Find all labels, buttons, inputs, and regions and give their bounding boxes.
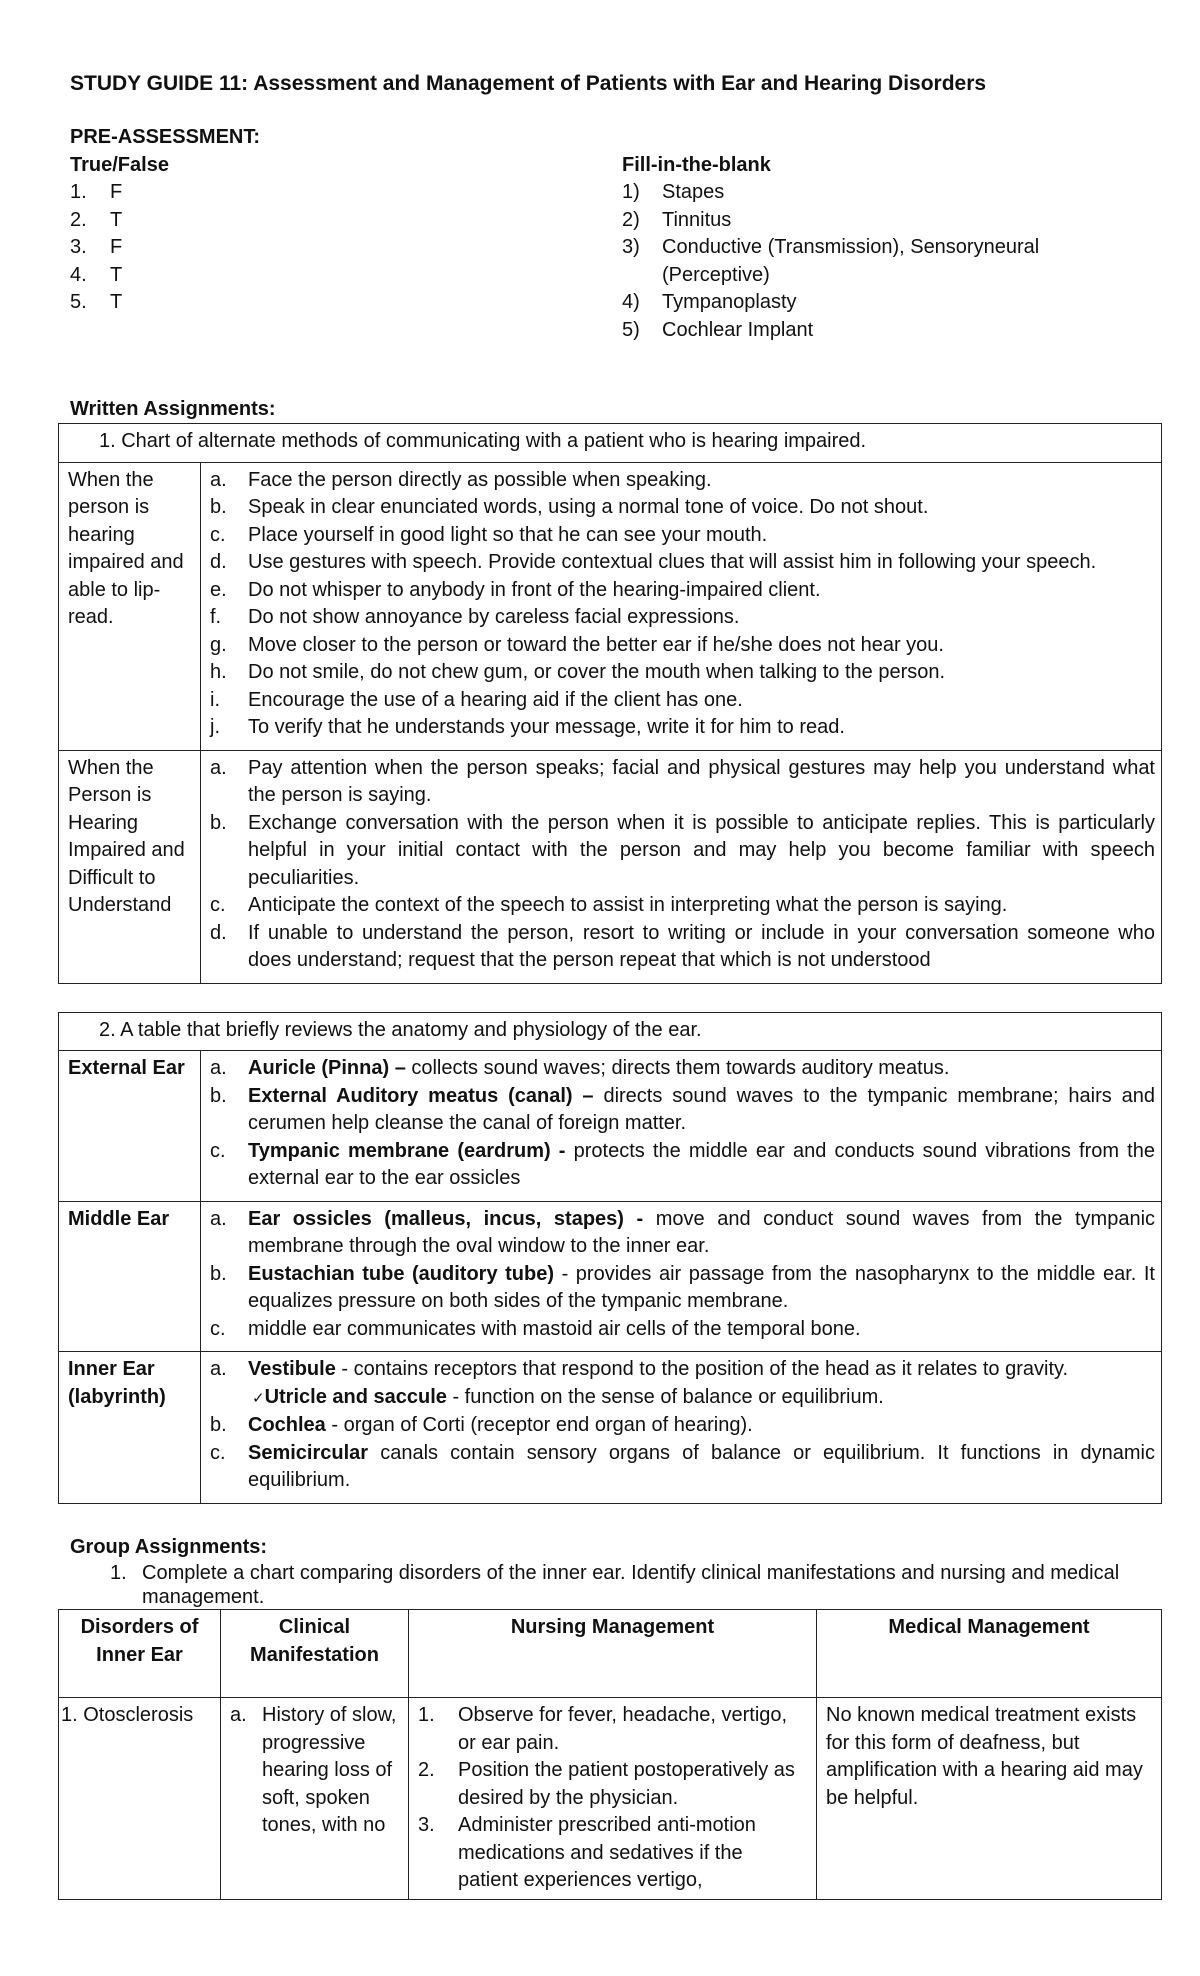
row-label: Middle Ear bbox=[59, 1201, 201, 1352]
list-item: 4. T bbox=[70, 263, 123, 286]
pre-assessment-heading: PRE-ASSESSMENT: bbox=[70, 126, 261, 148]
clinical-cell: a. History of slow, progressive hearing loss of soft, spoken tones, with no bbox=[221, 1698, 409, 1900]
ear-anatomy-table bbox=[58, 1012, 1162, 1504]
fill-blank-heading: Fill-in-the-blank bbox=[622, 153, 771, 176]
table-row bbox=[59, 1201, 1162, 1352]
pre-assessment-section bbox=[70, 124, 1150, 344]
page-title: STUDY GUIDE 11: Assessment and Management of Patients with Ear and Hearing Disorders bbox=[70, 72, 987, 95]
column-header: Clinical Manifestation bbox=[221, 1610, 409, 1698]
row-label: When the person is hearing impaired and able to lip-read. bbox=[59, 462, 201, 750]
list-item: c. Semicircular canals contain sensory organs of balance or equilibrium. It functions in dynamic equilibrium. bbox=[210, 1441, 1155, 1491]
list-item: c. middle ear communicates with mastoid air cells of the temporal bone. bbox=[210, 1317, 861, 1340]
row-content bbox=[201, 1201, 1162, 1352]
true-false-block bbox=[70, 152, 622, 345]
document-page bbox=[61, 70, 1156, 1900]
disorder-cell: 1. Otosclerosis bbox=[59, 1698, 221, 1900]
list-item: a. Face the person directly as possible when speaking. bbox=[210, 468, 712, 491]
list-item: 3. Administer prescribed anti-motion medications and sedatives if the patient experiences vertigo, bbox=[418, 1814, 756, 1891]
list-item: f. Do not show annoyance by careless facial expressions. bbox=[210, 606, 740, 628]
list-item: e. Do not whisper to anybody in front of the hearing-impaired client. bbox=[210, 578, 821, 601]
list-item: h. Do not smile, do not chew gum, or cover the mouth when talking to the person. bbox=[210, 661, 946, 683]
fill-blank-block bbox=[622, 152, 1150, 345]
list-item: b. Exchange conversation with the person when it is possible to anticipate replies. This is particularly helpful in your initial contact with the person and may help you become familiar with speech peculiarities. bbox=[210, 811, 1155, 889]
list-item: b. Cochlea - organ of Corti (receptor end organ of hearing). bbox=[210, 1414, 753, 1436]
column-header: Nursing Management bbox=[409, 1610, 817, 1698]
list-item: 2) Tinnitus bbox=[622, 208, 732, 231]
list-item: 1) Stapes bbox=[622, 181, 725, 203]
written-assignments-heading: Written Assignments: bbox=[70, 398, 276, 420]
list-item: 4) Tympanoplasty bbox=[622, 291, 797, 313]
list-item: ✓Utricle and saccule - function on the sense of balance or equilibrium. bbox=[252, 1385, 884, 1408]
list-item: b. External Auditory meatus (canal) – directs sound waves to the tympanic membrane; hairs and cerumen help cleanse the canal of foreign matter. bbox=[210, 1084, 1155, 1134]
list-item: 3. F bbox=[70, 236, 123, 258]
row-content bbox=[201, 462, 1162, 750]
true-false-heading: True/False bbox=[70, 153, 169, 176]
list-item: 5) Cochlear Implant bbox=[622, 318, 814, 341]
table-row bbox=[59, 462, 1162, 750]
list-item: g. Move closer to the person or toward the better ear if he/she does not hear you. bbox=[210, 633, 944, 656]
list-item: a. Ear ossicles (malleus, incus, stapes) - move and conduct sound waves from the tympanic membrane through the oval window to the inner ear. bbox=[210, 1207, 1156, 1257]
list-item: c. Place yourself in good light so that he can see your mouth. bbox=[210, 523, 768, 546]
row-label: When the Person is Hearing Impaired and Difficult to Understand bbox=[59, 750, 201, 983]
table-row bbox=[59, 1698, 1162, 1900]
group-item: 1. Complete a chart comparing disorders of the inner ear. Identify clinical manifestations and nursing and medical management. bbox=[110, 1562, 1120, 1608]
list-item: d. If unable to understand the person, resort to writing or include in your conversation someone who does understand; request that the person repeat that which is not understood bbox=[210, 921, 1155, 971]
column-header: Disorders of Inner Ear bbox=[59, 1610, 221, 1698]
list-item: 2. Position the patient postoperatively as desired by the physician. bbox=[418, 1759, 795, 1809]
list-item: j. To verify that he understands your message, write it for him to read. bbox=[210, 716, 845, 738]
list-item: a. Vestibule - contains receptors that respond to the position of the head as it relates to gravity. bbox=[210, 1358, 1069, 1380]
list-item: 3) Conductive (Transmission), Sensoryneural (Perceptive) bbox=[622, 236, 1040, 286]
table-caption: 1. Chart of alternate methods of communicating with a patient who is hearing impaired. bbox=[59, 424, 1162, 463]
list-item: a. Pay attention when the person speaks; facial and physical gestures may help you understand what the person is saying. bbox=[210, 756, 1155, 806]
fill-blank-list bbox=[622, 179, 1150, 344]
list-item: 2. T bbox=[70, 208, 123, 231]
true-false-list bbox=[70, 179, 622, 317]
list-item: i. Encourage the use of a hearing aid if the client has one. bbox=[210, 688, 743, 711]
medical-cell: No known medical treatment exists for this form of deafness, but amplification with a hearing aid may be helpful. bbox=[817, 1698, 1162, 1900]
checkmark-icon: ✓ bbox=[252, 1389, 265, 1407]
list-item: d. Use gestures with speech. Provide contextual clues that will assist him in following your speech. bbox=[210, 551, 1097, 573]
row-content bbox=[201, 750, 1162, 983]
inner-ear-disorders-table bbox=[58, 1609, 1162, 1900]
list-item: a. Auricle (Pinna) – collects sound waves; directs them towards auditory meatus. bbox=[210, 1057, 950, 1079]
table-header-row bbox=[59, 1610, 1162, 1698]
list-item: b. Eustachian tube (auditory tube) - provides air passage from the nasopharynx to the middle ear. It equalizes pressure on both sides of the tympanic membrane. bbox=[210, 1262, 1155, 1312]
group-assignments-heading: Group Assignments: bbox=[70, 1535, 268, 1558]
list-item: c. Anticipate the context of the speech to assist in interpreting what the person is saying. bbox=[210, 894, 1008, 916]
nursing-cell bbox=[409, 1698, 817, 1900]
table-caption: 2. A table that briefly reviews the anatomy and physiology of the ear. bbox=[59, 1012, 1162, 1051]
list-item: 5. T bbox=[70, 291, 123, 313]
column-header: Medical Management bbox=[817, 1610, 1162, 1698]
communication-methods-table bbox=[58, 423, 1162, 984]
row-label: External Ear bbox=[59, 1051, 201, 1202]
table-row bbox=[59, 750, 1162, 983]
list-item: 1. F bbox=[70, 181, 123, 203]
list-item: c. Tympanic membrane (eardrum) - protects the middle ear and conducts sound vibrations from the external ear to the ear ossicles bbox=[210, 1139, 1155, 1189]
row-content bbox=[201, 1352, 1162, 1504]
row-content bbox=[201, 1051, 1162, 1202]
row-label: Inner Ear (labyrinth) bbox=[59, 1352, 201, 1504]
table-row bbox=[59, 1352, 1162, 1504]
list-item: b. Speak in clear enunciated words, using a normal tone of voice. Do not shout. bbox=[210, 496, 929, 518]
table-row bbox=[59, 1051, 1162, 1202]
list-item: 1. Observe for fever, headache, vertigo, or ear pain. bbox=[418, 1704, 788, 1754]
